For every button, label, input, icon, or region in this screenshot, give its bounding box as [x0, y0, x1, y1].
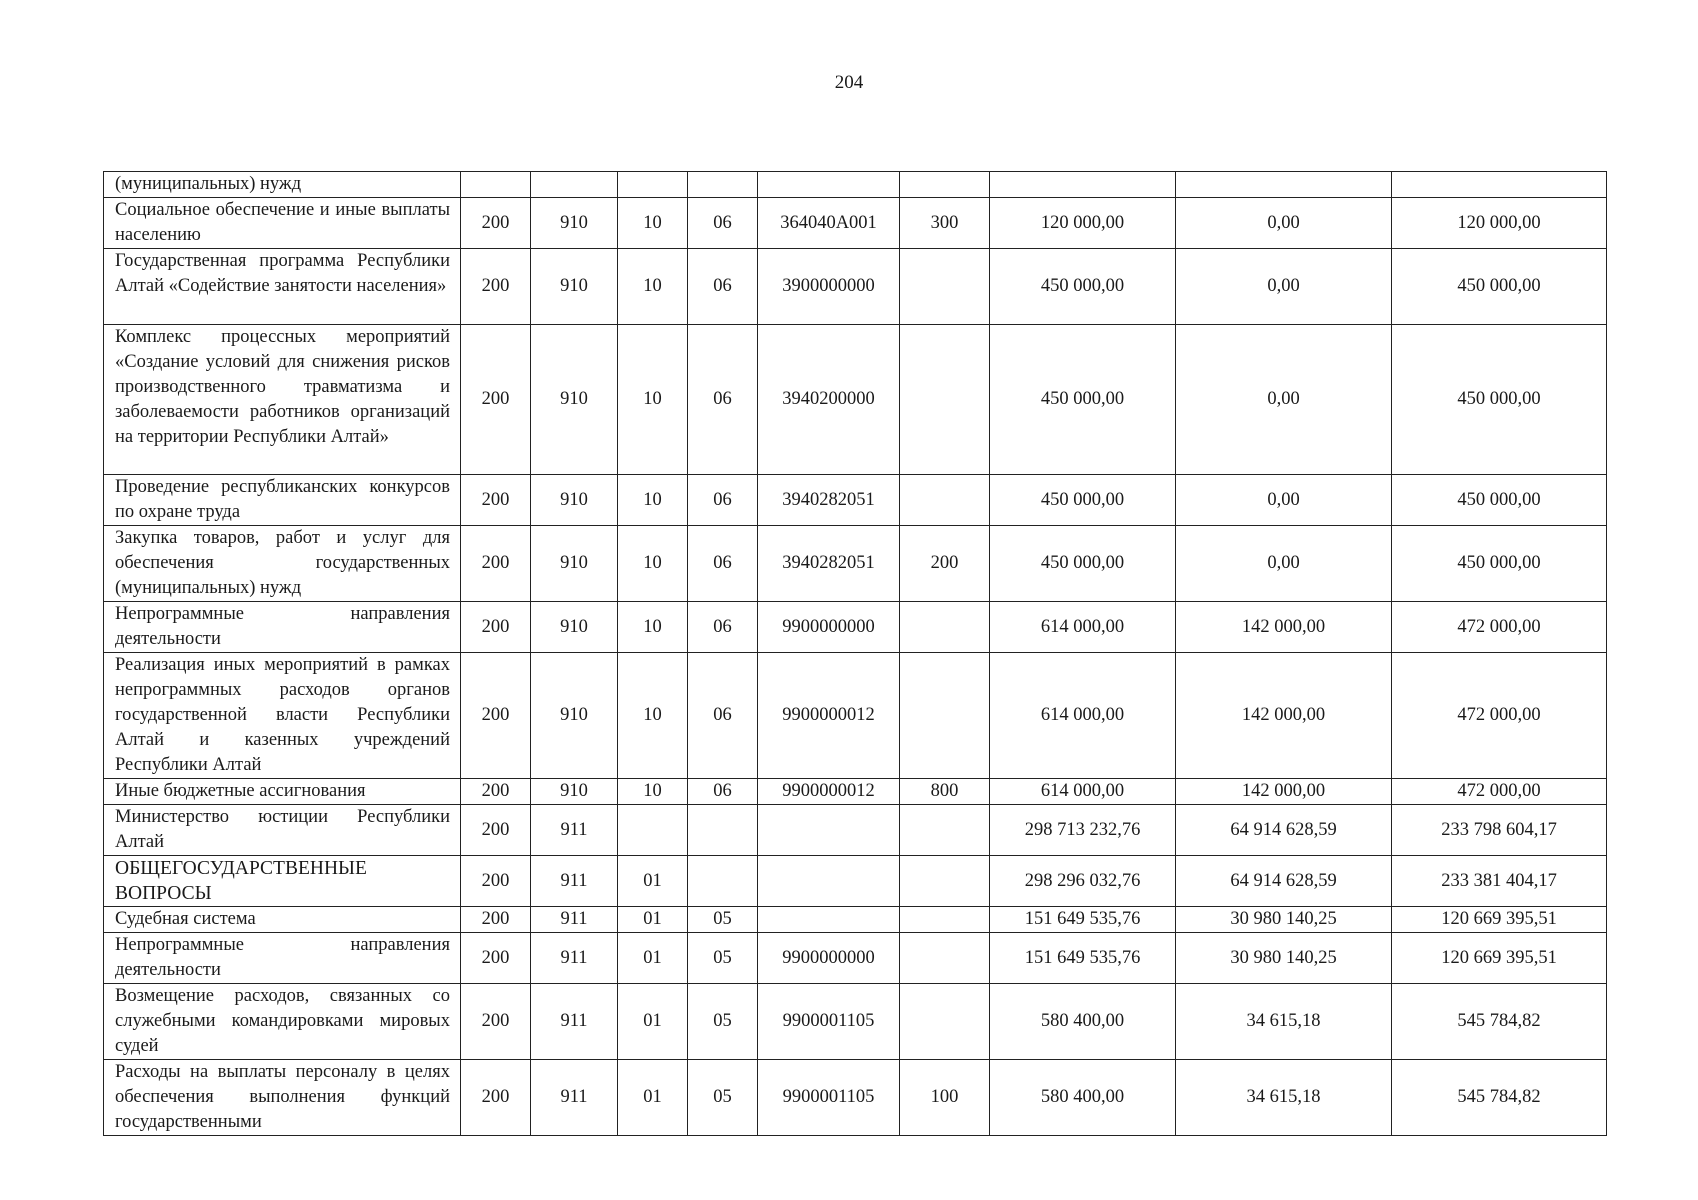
cell-value-3 — [1392, 172, 1607, 198]
cell-code-f: 200 — [900, 526, 990, 602]
table-row — [104, 779, 1607, 805]
cell-code-b: 911 — [531, 856, 618, 907]
cell-code-c: 10 — [618, 526, 688, 602]
cell-value-3: 450 000,00 — [1392, 325, 1607, 475]
table-row — [104, 856, 1607, 907]
cell-code-f — [900, 653, 990, 779]
table-row — [104, 198, 1607, 249]
cell-code-d: 05 — [688, 1060, 758, 1136]
cell-code-a: 200 — [461, 653, 531, 779]
cell-value-3: 450 000,00 — [1392, 249, 1607, 325]
cell-code-d: 06 — [688, 249, 758, 325]
cell-value-2: 30 980 140,25 — [1176, 907, 1392, 933]
cell-code-b: 911 — [531, 1060, 618, 1136]
cell-code-a: 200 — [461, 907, 531, 933]
cell-code-a: 200 — [461, 249, 531, 325]
cell-code-c: 10 — [618, 249, 688, 325]
cell-value-1: 580 400,00 — [990, 984, 1176, 1060]
cell-code-d: 06 — [688, 779, 758, 805]
row-name: Комплекс процессных мероприятий «Создание условий для снижения рисков производственного травматизма и заболеваемости работников организаций на территории Республики Алтай» — [104, 325, 461, 475]
cell-code-f — [900, 602, 990, 653]
cell-code-a: 200 — [461, 805, 531, 856]
cell-code-a: 200 — [461, 984, 531, 1060]
cell-value-2: 34 615,18 — [1176, 984, 1392, 1060]
cell-code-e: 364040A001 — [758, 198, 900, 249]
table-row — [104, 172, 1607, 198]
cell-code-d — [688, 172, 758, 198]
cell-value-1: 450 000,00 — [990, 526, 1176, 602]
cell-value-3: 120 669 395,51 — [1392, 907, 1607, 933]
cell-code-e — [758, 907, 900, 933]
cell-code-b — [531, 172, 618, 198]
cell-code-a: 200 — [461, 933, 531, 984]
cell-code-e: 9900000000 — [758, 602, 900, 653]
cell-value-1: 614 000,00 — [990, 653, 1176, 779]
row-name: Проведение республиканских конкурсов по охране труда — [104, 475, 461, 526]
cell-code-b: 911 — [531, 933, 618, 984]
cell-code-b: 911 — [531, 805, 618, 856]
row-name: Социальное обеспечение и иные выплаты населению — [104, 198, 461, 249]
cell-code-e: 9900000000 — [758, 933, 900, 984]
cell-value-2: 64 914 628,59 — [1176, 856, 1392, 907]
cell-value-1: 614 000,00 — [990, 602, 1176, 653]
cell-code-b: 910 — [531, 602, 618, 653]
cell-code-b: 910 — [531, 526, 618, 602]
cell-value-2: 34 615,18 — [1176, 1060, 1392, 1136]
cell-code-a: 200 — [461, 325, 531, 475]
cell-code-e — [758, 805, 900, 856]
cell-code-e — [758, 856, 900, 907]
cell-value-2: 142 000,00 — [1176, 779, 1392, 805]
cell-value-1: 580 400,00 — [990, 1060, 1176, 1136]
cell-code-c: 01 — [618, 984, 688, 1060]
row-name: Реализация иных мероприятий в рамках непрограммных расходов органов государственной власти Республики Алтай и казенных учреждений Республики Алтай — [104, 653, 461, 779]
cell-code-f: 300 — [900, 198, 990, 249]
cell-code-c: 10 — [618, 198, 688, 249]
cell-value-2: 0,00 — [1176, 249, 1392, 325]
cell-code-c: 10 — [618, 475, 688, 526]
cell-code-c: 01 — [618, 907, 688, 933]
cell-code-c: 10 — [618, 602, 688, 653]
cell-code-d: 06 — [688, 198, 758, 249]
cell-value-1: 450 000,00 — [990, 475, 1176, 526]
cell-code-e: 9900001105 — [758, 1060, 900, 1136]
cell-code-d: 06 — [688, 325, 758, 475]
cell-value-1: 151 649 535,76 — [990, 907, 1176, 933]
row-name: Закупка товаров, работ и услуг для обеспечения государственных (муниципальных) нужд — [104, 526, 461, 602]
table-row — [104, 1060, 1607, 1136]
page-number: 204 — [834, 72, 864, 93]
cell-value-1: 120 000,00 — [990, 198, 1176, 249]
table-body — [104, 172, 1607, 1136]
cell-code-d: 06 — [688, 653, 758, 779]
cell-code-c: 10 — [618, 325, 688, 475]
cell-code-d: 06 — [688, 602, 758, 653]
cell-code-f — [900, 907, 990, 933]
cell-code-a: 200 — [461, 198, 531, 249]
table-row — [104, 984, 1607, 1060]
cell-code-f — [900, 249, 990, 325]
table-row — [104, 602, 1607, 653]
cell-value-2: 30 980 140,25 — [1176, 933, 1392, 984]
cell-code-f — [900, 325, 990, 475]
cell-code-d: 05 — [688, 984, 758, 1060]
cell-code-f — [900, 933, 990, 984]
cell-code-d: 05 — [688, 907, 758, 933]
cell-value-3: 450 000,00 — [1392, 526, 1607, 602]
cell-value-1: 298 713 232,76 — [990, 805, 1176, 856]
cell-code-c: 01 — [618, 933, 688, 984]
row-name: Судебная система — [104, 907, 461, 933]
cell-code-a: 200 — [461, 1060, 531, 1136]
cell-code-f — [900, 856, 990, 907]
cell-code-c: 01 — [618, 856, 688, 907]
row-name: ОБЩЕГОСУДАРСТВЕННЫЕ ВОПРОСЫ — [104, 856, 461, 907]
cell-value-3: 233 381 404,17 — [1392, 856, 1607, 907]
cell-value-3: 233 798 604,17 — [1392, 805, 1607, 856]
table-row — [104, 653, 1607, 779]
table-row — [104, 933, 1607, 984]
cell-value-1: 298 296 032,76 — [990, 856, 1176, 907]
cell-value-3: 450 000,00 — [1392, 475, 1607, 526]
cell-code-c: 10 — [618, 653, 688, 779]
row-name: Иные бюджетные ассигнования — [104, 779, 461, 805]
cell-value-1 — [990, 172, 1176, 198]
row-name: Возмещение расходов, связанных со служебными командировками мировых судей — [104, 984, 461, 1060]
cell-code-f — [900, 172, 990, 198]
cell-value-2: 64 914 628,59 — [1176, 805, 1392, 856]
cell-code-e: 3940200000 — [758, 325, 900, 475]
row-name: Непрограммные направления деятельности — [104, 933, 461, 984]
cell-code-e: 9900000012 — [758, 779, 900, 805]
cell-code-f — [900, 805, 990, 856]
row-name: Непрограммные направления деятельности — [104, 602, 461, 653]
cell-code-b: 911 — [531, 984, 618, 1060]
cell-value-1: 450 000,00 — [990, 249, 1176, 325]
cell-code-a: 200 — [461, 526, 531, 602]
cell-code-a: 200 — [461, 856, 531, 907]
cell-value-3: 472 000,00 — [1392, 602, 1607, 653]
cell-value-3: 545 784,82 — [1392, 984, 1607, 1060]
cell-value-1: 450 000,00 — [990, 325, 1176, 475]
cell-value-2: 142 000,00 — [1176, 602, 1392, 653]
cell-value-3: 545 784,82 — [1392, 1060, 1607, 1136]
cell-code-a: 200 — [461, 602, 531, 653]
row-name: Расходы на выплаты персоналу в целях обеспечения выполнения функций государственными — [104, 1060, 461, 1136]
cell-value-3: 472 000,00 — [1392, 653, 1607, 779]
cell-value-1: 614 000,00 — [990, 779, 1176, 805]
cell-code-a: 200 — [461, 779, 531, 805]
cell-code-f: 100 — [900, 1060, 990, 1136]
cell-code-f — [900, 475, 990, 526]
row-name: Министерство юстиции Республики Алтай — [104, 805, 461, 856]
cell-code-c — [618, 172, 688, 198]
cell-code-d: 06 — [688, 526, 758, 602]
row-name: (муниципальных) нужд — [104, 172, 461, 198]
cell-value-2: 0,00 — [1176, 475, 1392, 526]
cell-code-b: 911 — [531, 907, 618, 933]
cell-code-b: 910 — [531, 475, 618, 526]
table-row — [104, 475, 1607, 526]
cell-code-b: 910 — [531, 249, 618, 325]
cell-value-3: 120 000,00 — [1392, 198, 1607, 249]
cell-code-c: 10 — [618, 779, 688, 805]
cell-code-b: 910 — [531, 325, 618, 475]
cell-code-b: 910 — [531, 779, 618, 805]
table-row — [104, 325, 1607, 475]
cell-value-2: 0,00 — [1176, 526, 1392, 602]
cell-code-d: 05 — [688, 933, 758, 984]
table-row — [104, 526, 1607, 602]
cell-code-a: 200 — [461, 475, 531, 526]
row-name: Государственная программа Республики Алтай «Содействие занятости населения» — [104, 249, 461, 325]
cell-code-f: 800 — [900, 779, 990, 805]
cell-code-e: 3900000000 — [758, 249, 900, 325]
cell-code-f — [900, 984, 990, 1060]
cell-value-2: 0,00 — [1176, 325, 1392, 475]
cell-code-b: 910 — [531, 653, 618, 779]
cell-code-c — [618, 805, 688, 856]
cell-value-1: 151 649 535,76 — [990, 933, 1176, 984]
cell-value-2: 142 000,00 — [1176, 653, 1392, 779]
cell-code-e — [758, 172, 900, 198]
cell-code-d — [688, 856, 758, 907]
budget-table — [103, 171, 1607, 1136]
cell-code-b: 910 — [531, 198, 618, 249]
cell-code-e: 9900000012 — [758, 653, 900, 779]
cell-code-d — [688, 805, 758, 856]
cell-value-3: 120 669 395,51 — [1392, 933, 1607, 984]
cell-value-3: 472 000,00 — [1392, 779, 1607, 805]
cell-value-2 — [1176, 172, 1392, 198]
cell-code-c: 01 — [618, 1060, 688, 1136]
table-row — [104, 907, 1607, 933]
cell-code-d: 06 — [688, 475, 758, 526]
cell-code-a — [461, 172, 531, 198]
table-row — [104, 805, 1607, 856]
cell-value-2: 0,00 — [1176, 198, 1392, 249]
cell-code-e: 3940282051 — [758, 526, 900, 602]
cell-code-e: 9900001105 — [758, 984, 900, 1060]
table-row — [104, 249, 1607, 325]
cell-code-e: 3940282051 — [758, 475, 900, 526]
